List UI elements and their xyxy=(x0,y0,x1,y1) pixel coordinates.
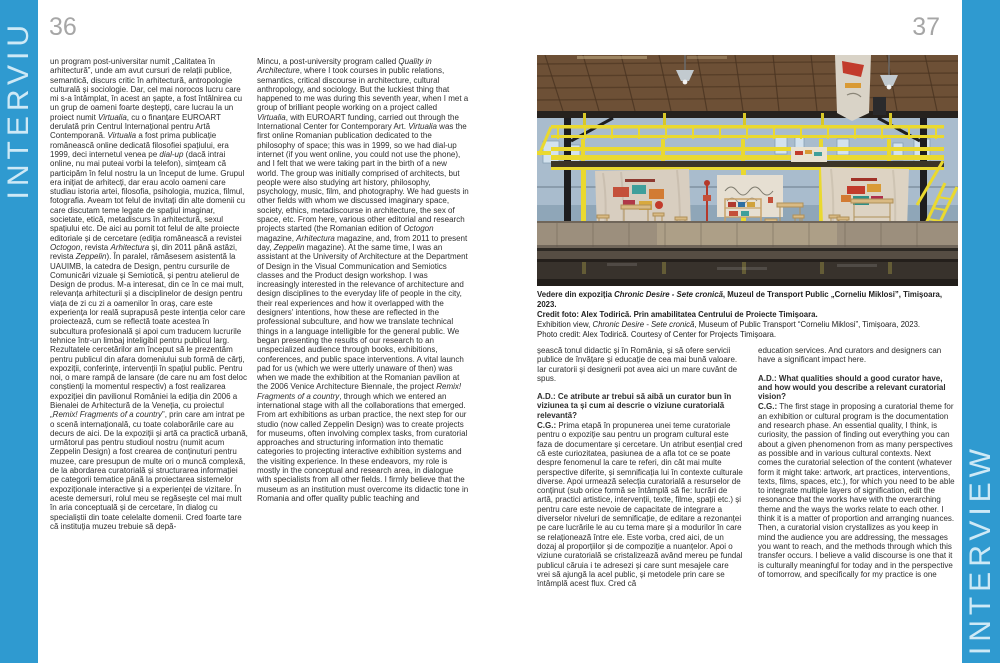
caption-line-ro-1: Vedere din expoziția Chronic Desire - Sete cronică, Muzeul de Transport Public „Corneliu Miklosi”, Timișoara, 2023. xyxy=(537,290,942,309)
interviu-vertical-label: INTERVIU xyxy=(2,20,35,200)
exhibition-photo xyxy=(537,55,958,286)
caption-line-en-1: Exhibition view, Chronic Desire - Sete cronică, Museum of Public Transport “Corneliu Miklosi”, Timișoara, 2023. xyxy=(537,320,921,329)
right-page-column-2: education services. And curators and designers can have a significant impact here. A.D.: What qualities should a good curator have, and how would you describe a relevant curatorial vision? C.G.: The first stage in proposing a curatorial theme for an exhibition or cultural program is the documentation and research phase. An essential quality, I think, is curiosity, the passion of finding out everything you can about a given phenomenon from as many perspectives as possible and in various cultural contexts. Next comes the curatorial selection of the content (whatever form it might take: artwork, art practices, interventions, texts, films, spaces, etc.), for which you need to be able to integrate multiple layers of signification, edit the resonance that the works have with the overarching theme and the ways the works relate to each other. I think it is a matter of proportion and arranging nuances. Then, a curatorial vision crystallizes as you keep in mind the audience you are addressing, the messages you want to reach, and the methods through which this transfer occurs. I believe a valid discourse is one that it is culturally meaningful for today and in the perspective of tomorrow, and specifically for my practice is one xyxy=(758,346,955,579)
interview-vertical-label: INTERVIEW xyxy=(964,443,997,655)
page-number-right: 37 xyxy=(912,13,940,41)
right-page-column-1: șească tonul didactic și în România, și să ofere servicii publice de învățare și educație de cea mai bună valoare. Iar curatorii și designerii pot avea aici un mare cuvânt de spus. A.D.: Ce atribute ar trebui să aibă un curator bun în viziunea ta și cum ai descrie o viziune curatorială relevantă? C.G.: Prima etapă în propunerea unei teme curatoriale pentru o expoziție sau pentru un program cultural este faza de documentare și cercetare. Un atribut esențial cred că este curiozitatea, pasiunea de a afla tot ce se poate despre fenomenul la care te referi, din cât mai multe perspective diferite, și semnificația lui în contexte culturale diverse. Apoi urmează selecția curatorială a resurselor de conținut (sub orice formă se întâmplă să fie: lucrări de artă, practici artistice, intervenții, texte, filme, spații etc.) și pentru care este nevoie de capacitate de integrare a diverselor niveluri de semnificație, de editare a rezonanței pe care lucrările le au cu tema mare și a modurilor în care se relaționează între ele. Este vorba, cred aici, de un dozaj al proporțiilor și de compoziție a nuanțelor. Apoi o viziune curatorială se cristalizează având mereu pe fundal publicul căruia i te adresezi și care sunt mesajele care vrei să ajungă la acel public, și metodele prin care se întâmplă acest flux. Cred că xyxy=(537,346,743,589)
photo-caption xyxy=(537,290,961,340)
left-page-column-2: Mincu, a post-university program called Quality in Architecture, where I took courses in public relations, semantics, critical discourse in architecture, cultural anthropology, and sociology. But the luckiest thing that happened to me was during this seventh year, when I met a group of brilliant people working on a project called Virtualia, with EUROART funding, carried out through the International Center for Contemporary Art. Virtualia was the first online Romanian publication dedicated to the philosophy of space; this was in 1999, so we had dial-up internet (if you went online, you could not use the phone), and I felt that we were taking part in the birth of a new world. The group was initially comprised of architects, but people were also studying art history, philosophy, psychology, music, film, and photography. We had guests in other fields with whom we discussed imaginary space, society, ethics, metadiscourse in architecture, the sex of space, etc. From here, various other editorial and research projects started (the Romanian edition of Octogon magazine, Arhitectura magazine, and, from 2011 to present day, Zeppelin magazine). At the same time, I was an assistant at the University of Architecture at the Department of Design in the Visual Communication and Semiotics classes and the Product design workshop. I was increasingly interested in the relevance of architecture and design disciplines to the everyday life of people in the city, their real experiences and how it overlapped with the designers' intentions, how these are reflected in the professional subculture, and how we translate technical things in a language intelligible for the general public. We began presenting the results of our research to an unspecialized audience through books, exhibitions, conferences, and public space interventions. A vital launch pad for us (which we were utterly unaware of then) was when we made the exhibition at the Romanian pavilion at the 2006 Venice Architecture Biennale, the project Remix! Fragments of a country, through which we entered an international stage with all the collaborations that emerged. From art exhibitions as urban practice, the next step for our studio (now called Zeppelin Design) was to create projects for museums, often involving complex tasks, from curatorial approaches and structuring information into thematic categories to projecting interactive exhibition systems and the visiting experience. In these endeavors, my role is mostly in the conceptual and research area, in dialogue with specialists from all other fields. I firmly believe that the museum as an institution must overcome its didactic tone in Romania and offer quality public teaching and xyxy=(257,57,469,503)
caption-line-en-2: Photo credit: Alex Todirică. Courtesy of Center for Projects Timișoara. xyxy=(537,330,777,339)
left-page-column-1: un program post-universitar numit „Calitatea în arhitectură”, unde am avut cursuri de relații publice, semantică, discurs critic în arhitectură, antropologie culturală și sociologie. Dar, cel mai norocos lucru care mi s-a întâmplat, în acest an șapte, a fost întâlnirea cu un grup de oameni foarte deștepți, care lucrau la un proiect numit Virtualia, cu o finanțare EUROART derulată prin Centrul Internațional pentru Artă Contemporană. Virtualia a fost prima publicație românească online dedicată filosofiei spațiului, era 1999, deci internetul venea pe dial-up (dacă intrai online, nu mai puteai vorbi la telefon), simțeam că participăm în felul nostru la un început de lume. Grupul era inițiat de arhitecți, dar erau acolo oameni care studiau istoria artei, filosofia, psihologia, muzica, filmul, fotografia. Aveam tot felul de invitați din alte domenii cu care discutam teme legate de spațiul imaginar, societate, etică, metadiscurs în arhitectură, sexul spațiului etc. De aici au pornit tot felul de alte proiecte editoriale și de cercetare (ediția românească a revistei Octogon, revista Arhitectura și, din 2011 până astăzi, revista Zeppelin). În paralel, rămăsesem asistentă la UAUIMB, la catedra de Design, pentru cursurile de Comunicări vizuale și Semiotică, și pentru atelierul de Design de produs. M-a interesat, din ce în ce mai mult, relevanța arhitecturii și a disciplinelor de design pentru viața de zi cu zi a oamenilor în oraș, care este experiența lor reală suprapusă peste intenția celor care proiectează, cum se reflectă toate acestea în subcultura profesională și apoi cum traducem lucrurile tehnice într-un limbaj inteligibil pentru publicul larg. Rezultatele cercetărilor am început să le prezentăm pentru publicul din afara domeniului sub formă de cărți, expoziții, conferințe, intervenții în spațiul public. Pentru noi, o mare rampă de lansare (de care nu am fost deloc conștienți la momentul respectiv) a fost realizarea expoziției din pavilionul României la ediția din 2006 a Bienalei de Arhitectură de la Veneția, cu proiectul „Remix! Fragments of a country”, prin care am intrat pe o scenă internațională, cu toate colaborările care au decurs de aici. De la expoziții și artă ca practică urbană, următorul pas pentru studioul nostru (numit acum Zeppelin Design) a fost crearea de conținuturi pentru muzee, care presupun de multe ori o muncă complexă, de la abordarea curatorială și structurarea informației pe categorii tematice până la proiectarea sistemelor expoziționale interactive și a experienței de vizitare. În aceste demersuri, rolul meu se regăsește cel mai mult în aria conceptuală și de cercetare, în dialog cu specialiștii din toate celelalte domenii. Cred foarte tare că instituția muzeu trebuie să depă- xyxy=(50,57,248,531)
caption-line-ro-2: Credit foto: Alex Todirică. Prin amabilitatea Centrului de Proiecte Timișoara. xyxy=(537,310,818,319)
page-number-left: 36 xyxy=(49,13,77,41)
